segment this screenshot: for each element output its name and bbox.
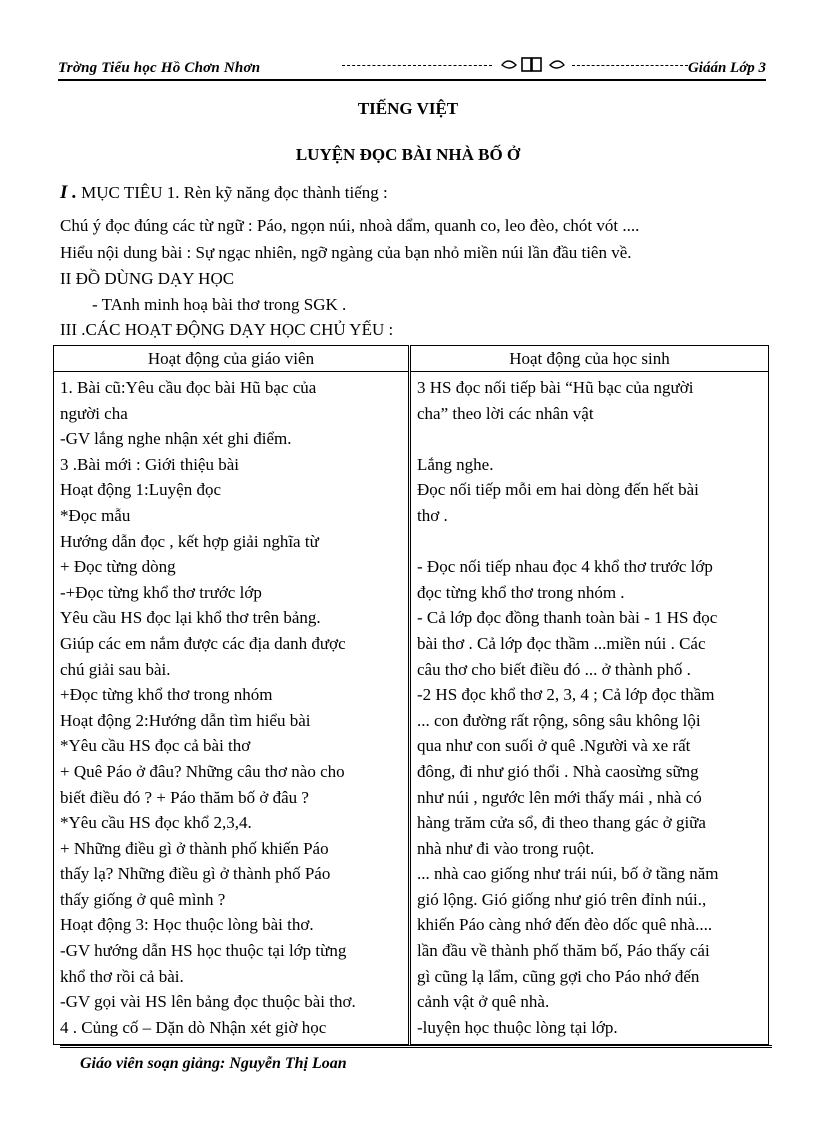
student-activity-line: hàng trăm cửa sổ, đi theo thang gác ở giữa [417,813,706,833]
teacher-activity-line: -GV gọi vài HS lên bảng đọc thuộc bài thơ. [60,992,356,1012]
student-activity-line: qua như con suối ở quê .Người và xe rất [417,736,691,756]
teacher-activity-line: thấy lạ? Những điều gì ở thành phố Páo [60,864,331,884]
teacher-activity-line: -GV lắng nghe nhận xét ghi điểm. [60,429,292,449]
student-activity-line: như núi , ngước lên mới thấy mái , nhà có [417,787,702,807]
student-activity-line: gì cũng lạ lẩm, cũng gợi cho Páo nhớ đến [417,966,700,986]
student-activity-line: lần đầu về thành phố thăm bố, Páo thấy cái [417,941,710,961]
student-activity-line: - Đọc nối tiếp nhau đọc 4 khổ thơ trước lớp [417,557,713,577]
student-activity-line: cảnh vật ở quê nhà. [417,992,550,1012]
class-label: Giáán Lớp 3 [687,60,766,76]
student-activity-line [417,426,762,452]
student-activity-line: ... con đường rất rộng, sông sâu không lội [417,710,701,730]
student-activity-line: đông, đi như gió thổi . Nhà caosừng sững [417,761,699,781]
teacher-activity-line: chú giải sau bài. [60,659,171,679]
teacher-activity-line: Hoạt động 3: Học thuộc lòng bài thơ. [60,915,314,935]
teacher-activity-line: *Đọc mẫu [60,505,131,525]
activities-table [53,345,769,1045]
student-activity-line: gió lộng. Gió giống như gió trên đỉnh núi., [417,889,707,909]
objective-line-1: Chú ý đọc đúng các từ ngữ : Páo, ngọn núi, nhoà dẩm, quanh co, leo đèo, chót vót .... [60,216,640,235]
teacher-column-header: Hoạt động của giáo viên [54,346,410,372]
school-name: Trờng Tiểu học Hồ Chơn Nhơn [58,60,261,76]
student-activity-line: cha” theo lời các nhân vật [417,403,594,423]
activities-heading: III .CÁC HOẠT ĐỘNG DẠY HỌC CHỦ YẾU : [60,320,394,339]
objective-line-2: Hiểu nội dung bài : Sự ngạc nhiên, ngỡ ngàng của bạn nhỏ miền núi lần đầu tiên về. [60,243,632,262]
teacher-activities-cell [54,372,410,1045]
teacher-activity-line: 1. Bài cũ:Yêu cầu đọc bài Hũ bạc của [60,378,317,397]
student-column-header: Hoạt động của học sinh [410,346,769,372]
teacher-activity-line: 3 .Bài mới : Giới thiệu bài [60,454,239,474]
student-activity-line: Đọc nối tiếp mỗi em hai dòng đến hết bài [417,480,699,500]
teacher-activity-line: người cha [60,403,128,423]
teacher-activity-line: + Đọc từng dòng [60,557,176,577]
teacher-activity-line: Yêu cầu HS đọc lại khổ thơ trên bảng. [60,608,321,628]
student-activity-line: thơ . [417,505,448,525]
student-activity-line [417,529,762,555]
teacher-activity-line: *Yêu cầu HS đọc khổ 2,3,4. [60,813,252,833]
objective-heading [60,182,388,204]
student-activity-line: đọc từng khổ thơ trong nhóm . [417,582,625,602]
teacher-activity-line: -GV hướng dẫn HS học thuộc tại lớp từng [60,941,347,961]
header-dash-line-left [342,65,492,66]
student-activity-line: khiến Páo càng nhớ đến đèo dốc quê nhà.... [417,915,713,935]
page-header [58,56,766,82]
teacher-activity-line: + Quê Páo ở đâu? Những câu thơ nào cho [60,761,345,781]
materials-item: - TAnh minh hoạ bài thơ trong SGK . [92,295,347,314]
table-header-row [54,346,769,372]
student-activity-line: nhà như đi vào trong ruột. [417,838,595,858]
teacher-activity-line: 4 . Củng cố – Dặn dò Nhận xét giờ học [60,1017,327,1037]
student-activity-line: 3 HS đọc nối tiếp bài “Hũ bạc của người [417,378,694,397]
lesson-title: LUYỆN ĐỌC BÀI NHÀ BỐ Ở [295,145,521,164]
teacher-activity-line: +Đọc từng khổ thơ trong nhóm [60,685,273,705]
teacher-activity-line: + Những điều gì ở thành phố khiến Páo [60,838,329,858]
page-footer [60,1045,772,1072]
student-activities-cell [410,372,769,1045]
header-dash-line-right [572,65,688,66]
teacher-activity-line: Hoạt động 2:Hướng dẫn tìm hiểu bài [60,710,311,730]
objective-text: MỤC TIÊU 1. Rèn kỹ năng đọc thành tiếng : [76,183,388,202]
page-title: TIẾNG VIỆT [357,99,459,118]
student-activity-line: ... nhà cao giống như trái núi, bố ở tầng năm [417,864,719,884]
student-activity-line: câu thơ cho biết điều đó ... ở thành phố . [417,659,691,679]
teacher-activity-line: biết điều đó ? + Páo thăm bố ở đâu ? [60,787,309,807]
objective-roman: I . [60,182,77,203]
teacher-activity-line: Hướng dẫn đọc , kết hợp giải nghĩa từ [60,531,319,551]
student-activity-line: bài thơ . Cả lớp đọc thầm ...miền núi . Các [417,633,706,653]
teacher-activity-line: -+Đọc từng khổ thơ trước lớp [60,582,262,602]
book-ornament-icon [498,56,568,74]
footer-author: Giáo viên soạn giảng: Nguyễn Thị Loan [80,1055,347,1072]
student-activity-line: Lắng nghe. [417,454,494,474]
teacher-activity-line: khổ thơ rồi cả bài. [60,966,184,986]
student-activity-line: -luyện học thuộc lòng tại lớp. [417,1017,618,1037]
teacher-activity-line: *Yêu cầu HS đọc cả bài thơ [60,736,251,756]
student-activity-line: - Cả lớp đọc đồng thanh toàn bài - 1 HS đọc [417,608,718,628]
teacher-activity-line: Giúp các em nắm được các địa danh được [60,633,346,653]
student-activity-line: -2 HS đọc khổ thơ 2, 3, 4 ; Cả lớp đọc thầm [417,685,715,705]
table-row [54,372,769,1045]
teacher-activity-line: thấy giống ở quê mình ? [60,889,226,909]
teacher-activity-line: Hoạt động 1:Luyện đọc [60,480,221,500]
header-rule [58,79,766,81]
materials-heading: II ĐỒ DÙNG DẠY HỌC [60,269,235,288]
footer-rule [60,1045,772,1048]
